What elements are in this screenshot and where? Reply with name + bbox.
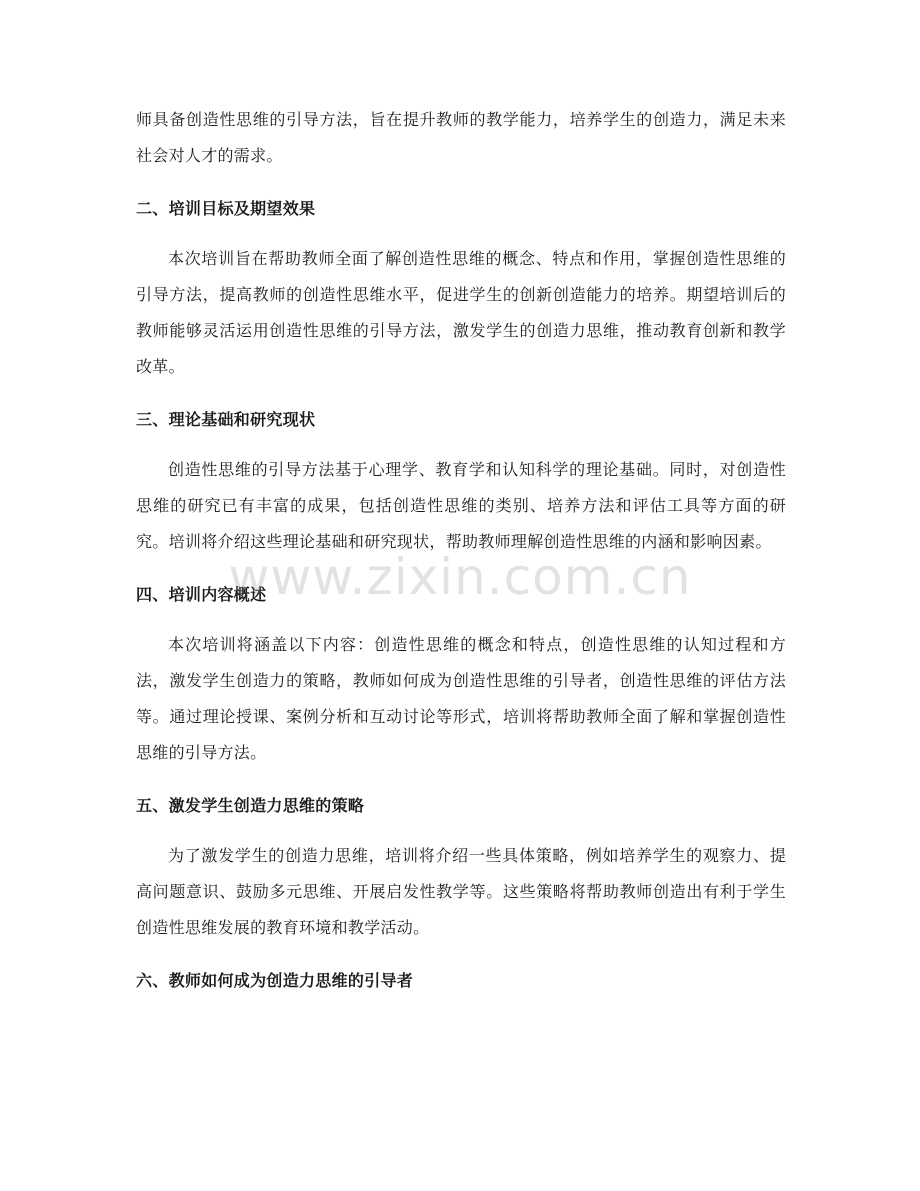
spacer [136,560,786,577]
spacer [136,174,786,191]
section-heading-2: 二、培训目标及期望效果 [136,199,316,218]
document-body [136,102,786,999]
watermark: www.zixin.com.cn [228,548,692,606]
spacer [136,227,786,241]
section-body-4: 本次培训将涵盖以下内容：创造性思维的概念和特点，创造性思维的认知过程和方法，激发学生创造力的策略，教师如何成为创造性思维的引导者，创造性思维的评估方法等。通过理论授课、案例分析和互动讨论等形式，培训将帮助教师全面了解和掌握创造性思维的引导方法。 [136,635,786,762]
section-body-5: 为了激发学生的创造力思维，培训将介绍一些具体策略，例如培养学生的观察力、提高问题意识、鼓励多元思维、开展启发性教学等。这些策略将帮助教师创造出有利于学生创造性思维发展的教育环境和教学活动。 [136,846,786,937]
spacer [136,613,786,627]
section-body-3: 创造性思维的引导方法基于心理学、教育学和认知科学的理论基础。同时，对创造性思维的研究已有丰富的成果，包括创造性思维的类别、培养方法和评估工具等方面的研究。培训将介绍这些理论基础和研究现状，帮助教师理解创造性思维的内涵和影响因素。 [136,460,786,551]
section-heading-4: 四、培训内容概述 [136,585,267,604]
spacer [136,771,786,788]
section-heading-5: 五、激发学生创造力思维的策略 [136,796,365,815]
spacer [136,385,786,402]
section-body-2: 本次培训旨在帮助教师全面了解创造性思维的概念、特点和作用，掌握创造性思维的引导方法，提高教师的创造性思维水平，促进学生的创新创造能力的培养。期望培训后的教师能够灵活运用创造性思维的引导方法，激发学生的创造力思维，推动教育创新和教学改革。 [136,249,786,376]
section-heading-6: 六、教师如何成为创造力思维的引导者 [136,971,414,990]
spacer [136,946,786,963]
spacer [136,824,786,838]
section-heading-3: 三、理论基础和研究现状 [136,410,316,429]
intro-continuation-paragraph: 师具备创造性思维的引导方法，旨在提升教师的教学能力，培养学生的创造力，满足未来社会对人才的需求。 [136,110,786,165]
spacer [136,438,786,452]
